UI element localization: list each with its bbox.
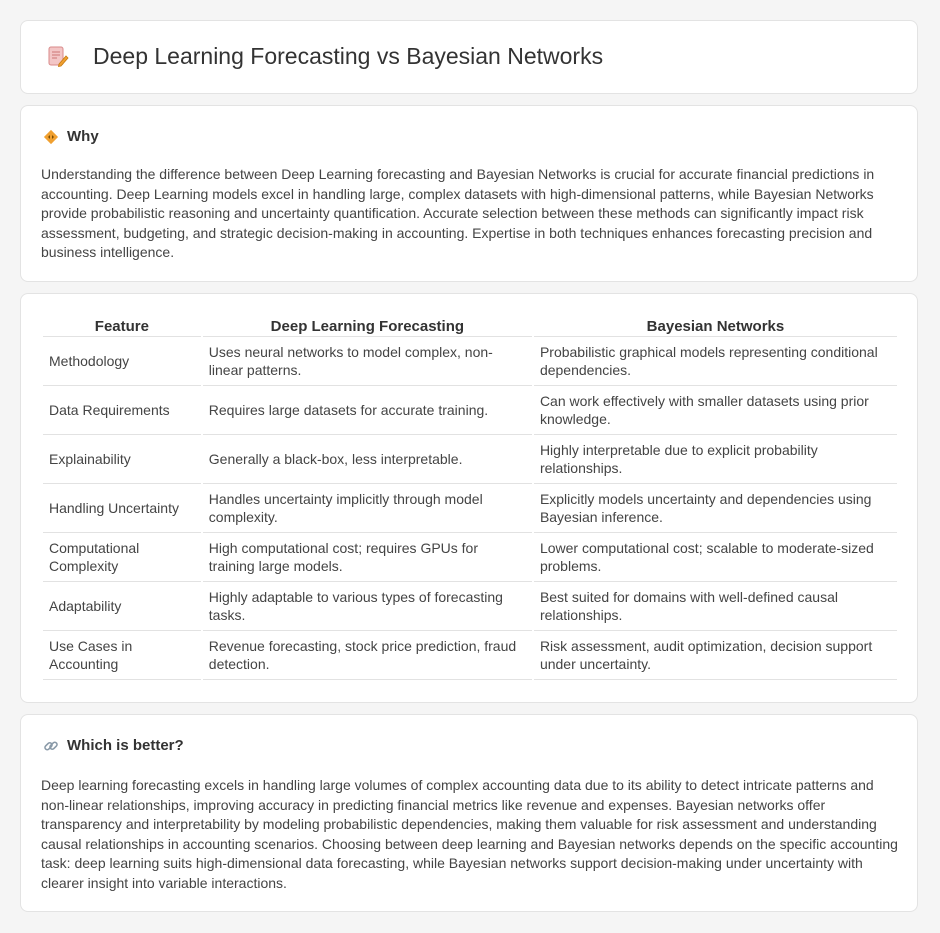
comparison-section (20, 293, 918, 703)
table-cell: Requires large datasets for accurate training. (203, 386, 532, 435)
which-is-better-section (20, 714, 918, 912)
diamond-arrows-icon (43, 129, 59, 145)
table-cell: Best suited for domains with well-defined causal relationships. (534, 582, 897, 631)
table-cell: Can work effectively with smaller datasets using prior knowledge. (534, 386, 897, 435)
table-cell: Probabilistic graphical models representing conditional dependencies. (534, 337, 897, 386)
better-heading (43, 737, 184, 754)
table-cell: Explainability (43, 435, 201, 484)
why-text: Understanding the difference between Deep Learning forecasting and Bayesian Networks is crucial for accurate financial predictions in accounting. Deep Learning models excel in handling large, complex datasets with high-dimensional patterns, while Bayesian Networks provide probabilistic reasoning and uncertainty quantification. Accurate selection between these methods can significantly impact risk assessment, budgeting, and strategic decision-making in accounting. Expertise in both techniques enhances forecasting precision and business intelligence. (41, 166, 875, 260)
table-cell: Handling Uncertainty (43, 484, 201, 533)
document-pencil-icon (47, 45, 69, 69)
column-header-bayesian: Bayesian Networks (534, 316, 897, 337)
table-cell: High computational cost; requires GPUs for training large models. (203, 533, 532, 582)
table-cell: Methodology (43, 337, 201, 386)
comparison-table (41, 316, 899, 680)
table-cell: Explicitly models uncertainty and dependencies using Bayesian inference. (534, 484, 897, 533)
header-card (20, 20, 918, 94)
table-cell: Data Requirements (43, 386, 201, 435)
table-cell: Computational Complexity (43, 533, 201, 582)
table-header-row (43, 316, 897, 337)
table-cell: Revenue forecasting, stock price prediction, fraud detection. (203, 631, 532, 680)
link-icon (43, 738, 59, 754)
column-header-deep-learning: Deep Learning Forecasting (203, 316, 532, 337)
why-section (20, 105, 918, 282)
table-row (43, 484, 897, 533)
why-heading-label: Why (67, 128, 99, 145)
table-cell: Adaptability (43, 582, 201, 631)
table-cell: Highly adaptable to various types of forecasting tasks. (203, 582, 532, 631)
table-cell: Generally a black-box, less interpretable. (203, 435, 532, 484)
table-cell: Handles uncertainty implicitly through model complexity. (203, 484, 532, 533)
table-cell: Use Cases in Accounting (43, 631, 201, 680)
why-heading (43, 128, 99, 145)
table-row (43, 582, 897, 631)
table-row (43, 533, 897, 582)
title-row (47, 43, 603, 70)
table-cell: Risk assessment, audit optimization, decision support under uncertainty. (534, 631, 897, 680)
table-cell: Lower computational cost; scalable to moderate-sized problems. (534, 533, 897, 582)
table-cell: Uses neural networks to model complex, non-linear patterns. (203, 337, 532, 386)
better-text: Deep learning forecasting excels in handling large volumes of complex accounting data due to its ability to detect intricate patterns and non-linear relationships, improving accuracy in predicting financial metrics like revenue and expenses. Bayesian networks offer transparency and interpretability by modeling probabilistic dependencies, making them valuable for risk assessment and understanding causal relationships in accounting scenarios. Choosing between deep learning and Bayesian networks depends on the specific accounting task: deep learning suits high-dimensional data forecasting, while Bayesian networks support decision-making under uncertainty with clearer insight into variable interactions. (41, 777, 898, 891)
better-heading-label: Which is better? (67, 737, 184, 754)
page-title: Deep Learning Forecasting vs Bayesian Networks (93, 43, 604, 69)
table-row (43, 631, 897, 680)
table-row (43, 386, 897, 435)
column-header-feature: Feature (43, 316, 201, 337)
table-row (43, 337, 897, 386)
table-cell: Highly interpretable due to explicit probability relationships. (534, 435, 897, 484)
table-row (43, 435, 897, 484)
